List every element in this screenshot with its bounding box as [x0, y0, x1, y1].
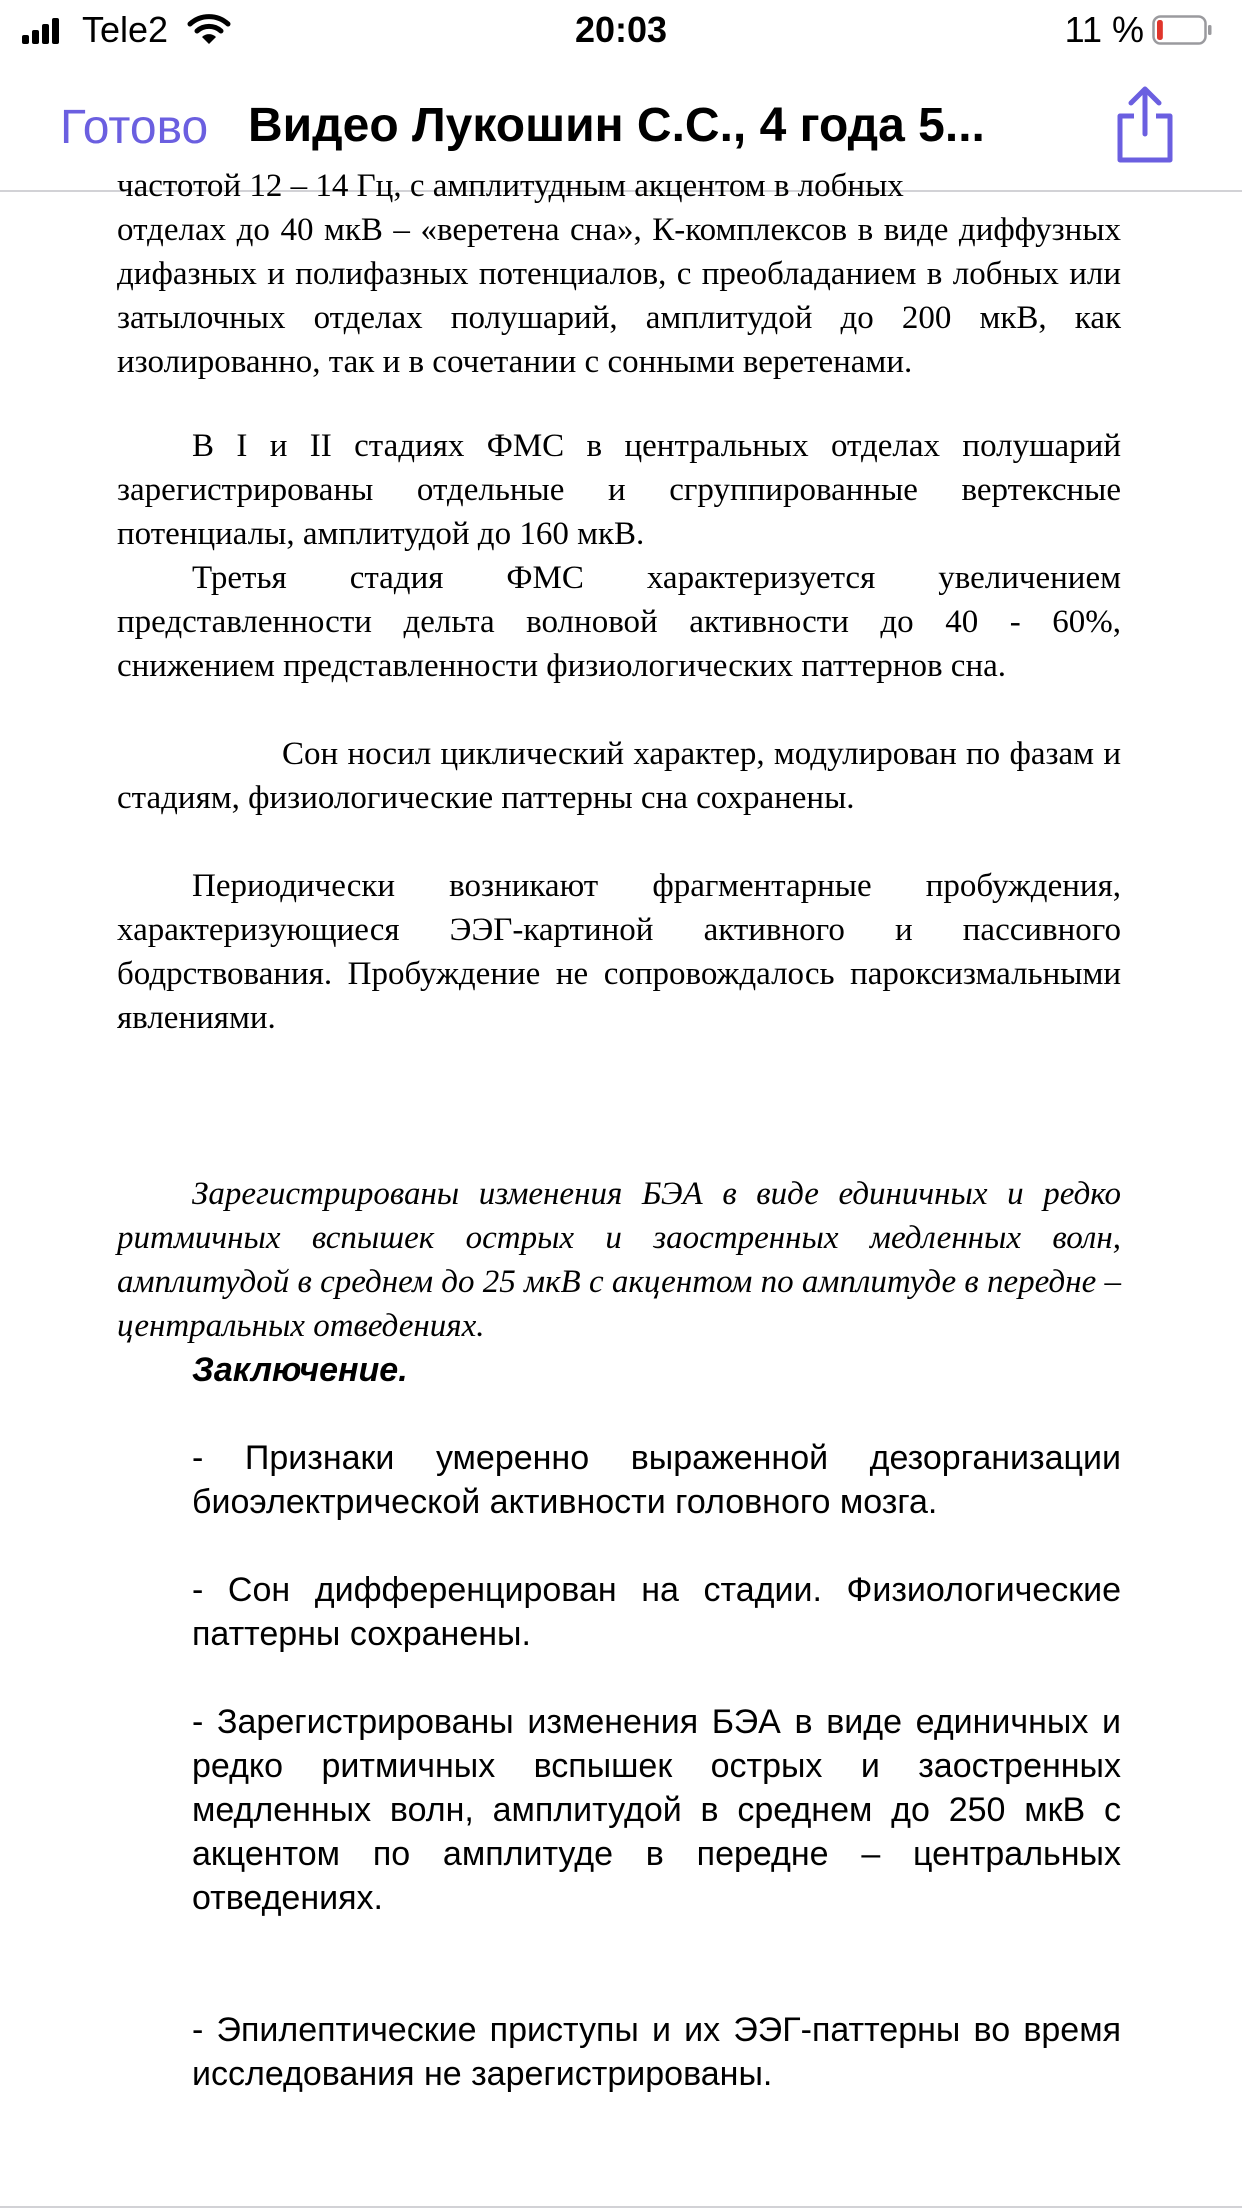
conclusion-heading: Заключение.	[192, 1351, 408, 1389]
conclusion-item-3: - Зарегистрированы изменения БЭА в виде единичных и редко ритмичных вспышек острых и заостренных медленных волн, амплитудой в среднем до 250 мкВ с акцентом по амплитуде в передне – центральных отведениях.	[192, 1703, 1121, 1917]
conclusion-item-4: - Эпилептические приступы и их ЭЭГ-паттерны во время исследования не зарегистрированы.	[192, 2011, 1121, 2093]
document-title: Видео Лукошин С.С., 4 года 5...	[248, 99, 985, 152]
conclusion-item-2: - Сон дифференцирован на стадии. Физиологические паттерны сохранены.	[192, 1571, 1121, 1653]
battery-percentage: 11 %	[1064, 9, 1144, 50]
paragraph-bea-changes: Зарегистрированы изменения БЭА в виде единичных и редко ритмичных вспышек острых и заостренных медленных волн, амплитудой в среднем до 25 мкВ с акцентом по амплитуде в передне – центральных отведениях.	[117, 1176, 1121, 1344]
conclusion-item-1: - Признаки умеренно выраженной дезорганизации биоэлектрической активности головного мозга.	[192, 1439, 1121, 1521]
share-icon[interactable]	[1112, 84, 1178, 166]
carrier-name: Tele2	[82, 9, 169, 50]
status-bar	[0, 0, 1242, 62]
paragraph-stage-3: Третья стадия ФМС характеризуется увеличением представленности дельта волновой активности до 40 - 60%, снижением представленности физиологических паттернов сна.	[117, 560, 1121, 684]
paragraph-sleep-patterns	[117, 164, 1121, 384]
paragraph-sleep-patterns-rest: отделах до 40 мкВ – «веретена сна», К-комплексов в виде диффузных дифазных и полифазных потенциалов, с преобладанием в лобных или затылочных отделах полушарий, амплитудой до 200 мкВ, как изолированно, так и в сочетании с сонными веретенами.	[117, 212, 1121, 380]
battery-fill	[1157, 20, 1163, 40]
done-button[interactable]: Готово	[60, 101, 209, 154]
document-viewer[interactable]	[0, 168, 1242, 2208]
paragraph-stages-1-2: В I и II стадиях ФМС в центральных отделах полушарий зарегистрированы отдельные и сгруппированные вертексные потенциалы, амплитудой до 160 мкВ.	[117, 428, 1121, 552]
paragraph-sleep-cycle: Сон носил циклический характер, модулирован по фазам и стадиям, физиологические паттерны сна сохранены.	[117, 736, 1121, 816]
paragraph-awakenings: Периодически возникают фрагментарные пробуждения, характеризующиеся ЭЭГ-картиной активного и пассивного бодрствования. Пробуждение не сопровождалось пароксизмальными явлениями.	[117, 868, 1121, 1036]
paragraph-partial-line: частотой 12 – 14 Гц, с амплитудным акцентом в лобных	[117, 168, 904, 204]
status-time: 20:03	[574, 9, 668, 50]
battery-icon	[1152, 15, 1212, 45]
